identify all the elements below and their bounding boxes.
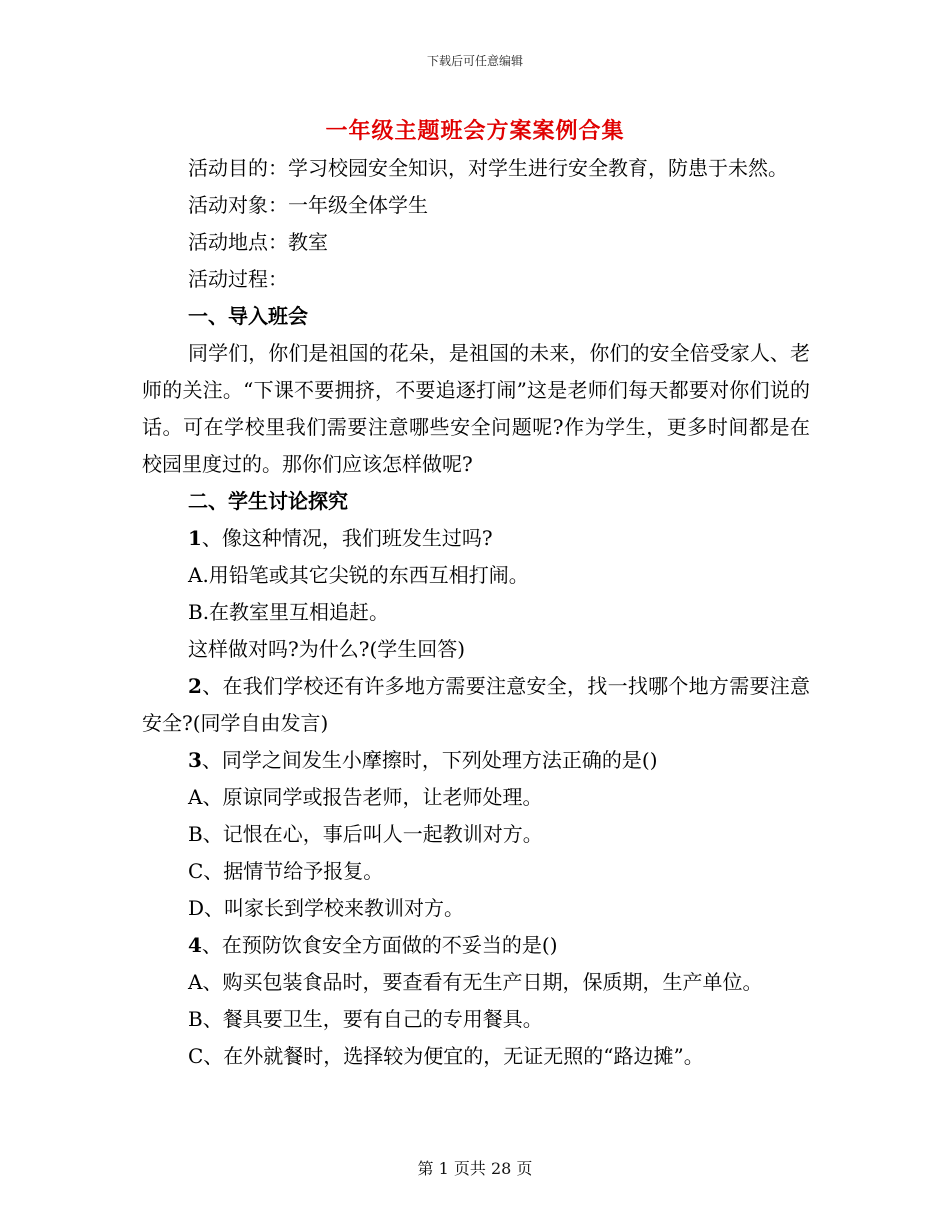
question-2 <box>142 668 810 742</box>
page-footer: 第 1 页共 28 页 <box>417 1159 533 1178</box>
option-item: B.在教室里互相追赶。 <box>188 600 390 624</box>
paragraph-process: 活动过程： <box>188 267 288 291</box>
option-item: A.用铅笔或其它尖锐的东西互相打闹。 <box>188 563 529 587</box>
question-number: 2 <box>188 674 202 698</box>
section-heading-2: 二、学生讨论探究 <box>188 489 348 513</box>
question-text: 、同学之间发生小摩擦时，下列处理方法正确的是() <box>201 748 658 772</box>
option-item: A、购买包装食品时，要查看有无生产日期，保质期，生产单位。 <box>188 970 763 994</box>
paragraph-purpose: 活动目的：学习校园安全知识，对学生进行安全教育，防患于未然。 <box>188 156 788 180</box>
option-item: B、餐具要卫生，要有自己的专用餐具。 <box>188 1007 543 1031</box>
option-item: B、记恨在心，事后叫人一起教训对方。 <box>188 822 543 846</box>
option-item: D、叫家长到学校来教训对方。 <box>188 896 465 920</box>
question-number: 4 <box>188 933 202 957</box>
question-number: 3 <box>188 748 202 772</box>
question-1 <box>142 520 810 557</box>
paragraph-location: 活动地点：教室 <box>188 230 328 254</box>
option-item: C、在外就餐时，选择较为便宜的，无证无照的“路边摊”。 <box>188 1044 704 1068</box>
question-followup: 这样做对吗?为什么?(学生回答) <box>188 637 466 661</box>
paragraph-intro: 同学们，你们是祖国的花朵，是祖国的未来，你们的安全倍受家人、老师的关注。“下课不要拥挤，不要追逐打闹”这是老师们每天都要对你们说的话。可在学校里我们需要注意哪些安全问题呢?作为学生，更多时间都是在校园里度过的。那你们应该怎样做呢? <box>142 341 810 476</box>
option-item: C、据情节给予报复。 <box>188 859 384 883</box>
page-header: 下载后可任意编辑 <box>426 54 523 68</box>
question-text: 、像这种情况，我们班发生过吗? <box>201 526 493 550</box>
question-text: 、在预防饮食安全方面做的不妥当的是() <box>201 933 558 957</box>
document-title: 一年级主题班会方案案例合集 <box>325 118 625 144</box>
question-4 <box>142 927 810 964</box>
document-body <box>142 150 810 1075</box>
paragraph-audience: 活动对象：一年级全体学生 <box>188 193 428 217</box>
option-item: A、原谅同学或报告老师，让老师处理。 <box>188 785 543 809</box>
section-heading-1: 一、导入班会 <box>188 304 308 328</box>
question-3 <box>142 742 810 779</box>
question-text: 、在我们学校还有许多地方需要注意安全，找一找哪个地方需要注意安全?(同学自由发言) <box>142 674 810 735</box>
question-number: 1 <box>188 526 202 550</box>
